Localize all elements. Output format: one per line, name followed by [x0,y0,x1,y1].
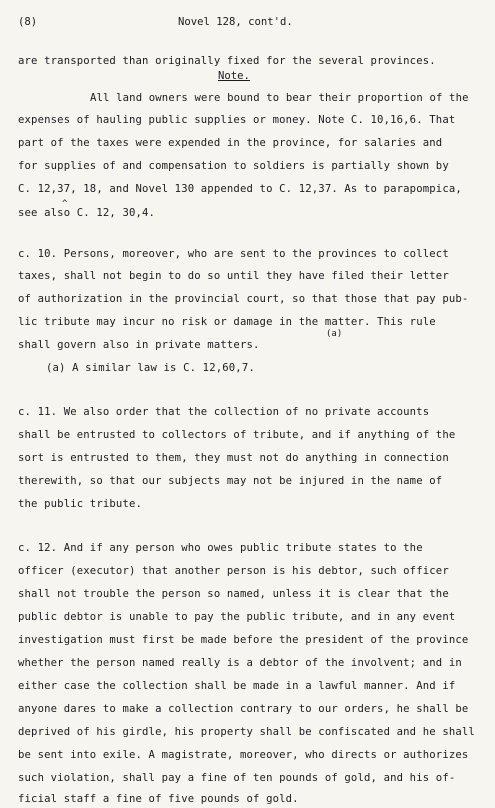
text-line: shall govern also in private matters. [18,339,260,351]
footnote-marker: (a) [326,329,343,339]
text-line: therewith, so that our subjects may not be injured in the name of [18,475,443,487]
text-line: the public tribute. [18,498,143,510]
text-line: of authorization in the provincial court, so that those that pay pub- [18,293,469,305]
caret-mark: ^ [62,199,68,209]
text-line: shall be entrusted to collectors of tribute, and if anything of the [18,429,456,441]
text-line: for supplies of and compensation to soldiers is partially shown by [18,160,449,172]
text-line: shall not trouble the person so named, unless it is clear that the [18,588,449,600]
text-line: officer (executor) that another person is his debtor, such officer [18,565,449,577]
footnote-text: (a) A similar law is C. 12,60,7. [46,362,255,374]
text-line: public debtor is unable to pay the public tribute, and in any event [18,611,456,623]
text-line: such violation, shall pay a fine of ten pounds of gold, and his of- [18,772,456,784]
text-line: either case the collection shall be made in a lawful manner. And if [18,680,456,692]
text-line: investigation must first be made before the president of the province [18,634,469,646]
text-line: taxes, shall not begin to do so until they have filed their letter [18,270,449,282]
text-line: lic tribute may incur no risk or damage in the matter. This rule [18,316,436,328]
text-line: All land owners were bound to bear their proportion of the [90,92,469,104]
text-line: sort is entrusted to them, they must not do anything in connection [18,452,449,464]
text-line: c. 11. We also order that the collection of no private accounts [18,406,430,418]
text-line: deprived of his girdle, his property shall be confiscated and he shall [18,726,475,738]
page-title: Novel 128, cont'd. [178,16,293,28]
text-line: c. 10. Persons, moreover, who are sent to the provinces to collect [18,248,449,260]
text-line: C. 12,37, 18, and Novel 130 appended to C. 12,37. As to parapompica, [18,183,462,195]
text-line: are transported than originally fixed for the several provinces. [18,55,436,67]
text-line: anyone dares to make a collection contrary to our orders, he shall be [18,703,469,715]
text-line: c. 12. And if any person who owes public tribute states to the [18,542,423,554]
text-line: whether the person named really is a debtor of the involvent; and in [18,657,462,669]
text-line: see also C. 12, 30,4. [18,207,156,219]
text-line: expenses of hauling public supplies or money. Note C. 10,16,6. That [18,114,456,126]
text-line: be sent into exile. A magistrate, moreover, who directs or authorizes [18,749,469,761]
page-number: (8) [18,16,38,28]
text-line: part of the taxes were expended in the province, for salaries and [18,137,443,149]
text-line: ficial staff a fine of five pounds of gold. [18,793,299,805]
note-heading: Note. [218,70,250,82]
